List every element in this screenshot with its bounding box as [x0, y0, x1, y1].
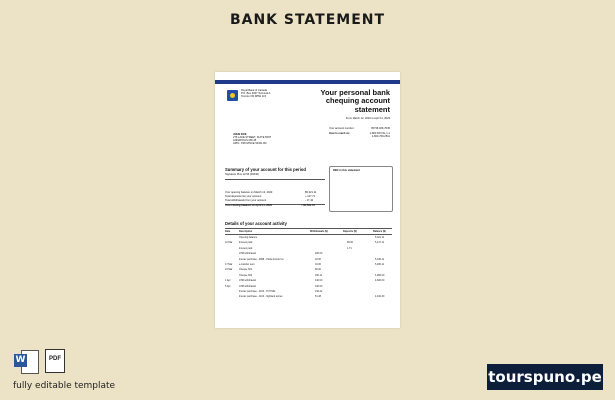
cell-desc: Cheque 302: [239, 273, 253, 277]
cell-desc: Interest paid: [239, 246, 253, 250]
cell-desc: Cheque 301: [239, 268, 253, 272]
cell-wd: 120.00: [315, 284, 323, 288]
customer-name: JOHN DOE: [233, 133, 247, 136]
col-date: Date: [225, 230, 231, 233]
bank-address-3: Toronto ON M5W 1L5: [241, 95, 267, 98]
summary-row-value: + 147.71: [305, 195, 316, 198]
contact-label: How to reach us:: [329, 132, 350, 135]
cell-desc: Opening balance: [239, 236, 258, 239]
col-balance: Balance ($): [373, 230, 386, 233]
title-line-2: chequing account: [325, 96, 390, 106]
cell-bal: 4,432.30: [375, 295, 385, 299]
cell-bal: 4,960.00: [375, 273, 385, 277]
table-row: [225, 252, 392, 256]
summary-row-value: = $5,561.70: [301, 204, 315, 207]
statement-title: [300, 89, 390, 114]
cell-desc: Interac purchase - 1104 - TNT Mkt: [239, 290, 276, 293]
bank-logo-icon: [227, 90, 238, 101]
cell-wd: 22.00: [315, 257, 321, 261]
cell-desc: Interac purchase - 3995 - Plaza Foods Inc.: [239, 257, 285, 261]
cell-desc: Interac purchase - 1104 - highland stores: [239, 295, 283, 299]
cell-wd: 16.00: [315, 263, 321, 266]
contact-line-2: 1-800-769-2511: [371, 135, 390, 138]
account-number: 05738 469-7645: [371, 127, 390, 130]
template-caption: fully editable template: [13, 381, 116, 391]
cell-dep: 96.00: [347, 241, 353, 245]
title-line-3: statement: [354, 104, 390, 114]
table-row: [225, 263, 392, 267]
table-row: [225, 258, 392, 262]
cell-wd: 160.11: [315, 273, 323, 277]
cell-wd: 216.22: [315, 290, 323, 293]
cell-date: 23 Mar: [225, 268, 233, 272]
col-withdrawals: Withdrawals ($): [310, 230, 328, 233]
contact-line-1: 1-800 ROYAL 1-1: [369, 132, 390, 135]
summary-row-label: Your opening balance on March 12, 2023: [225, 191, 273, 194]
table-row: [225, 268, 392, 272]
title-line-1: Your personal bank: [320, 88, 390, 97]
cell-bal: 4,820.00: [375, 279, 385, 283]
table-row: [225, 285, 392, 289]
customer-address-1: 276 LAKE STREET, SUITE 5678: [233, 136, 271, 139]
cell-bal: 5,321.11: [375, 236, 385, 239]
cell-date: 5 Apr: [225, 284, 231, 288]
bank-address-1: Royal Bank of Canada: [241, 89, 267, 92]
table-row: [225, 290, 392, 294]
summary-subtitle: Signature Plus 12-56 (09440): [225, 173, 259, 176]
statement-preview: [215, 72, 400, 328]
activity-header-divider: [225, 234, 392, 235]
account-number-label: Your account number:: [329, 127, 355, 130]
cell-bal: 5,196.11: [375, 257, 385, 261]
notice-title: RBC in this statement: [333, 169, 360, 172]
cell-wd: 140.00: [315, 279, 323, 283]
cell-wd: 200.00: [315, 252, 323, 256]
summary-title: Summary of your account for this period: [225, 167, 306, 172]
summary-row-label: Your closing balance on April 11, 2023: [225, 204, 272, 207]
cell-desc: ATM withdrawal: [239, 284, 256, 288]
summary-row-value: $5,321.11: [305, 191, 317, 194]
summary-divider: [225, 179, 325, 180]
cell-bal: 5,180.11: [375, 263, 385, 266]
summary-row-label: Total withdrawals from your account: [225, 199, 267, 202]
cell-desc: ATM withdrawal: [239, 279, 256, 283]
table-row: [225, 247, 392, 251]
cell-wd: 60.00: [315, 268, 321, 272]
cell-date: 1 Apr: [225, 279, 231, 283]
cell-wd: 51.48: [315, 295, 321, 299]
notice-box: [329, 166, 393, 212]
cell-date: 17 Mar: [225, 263, 233, 266]
table-row: [225, 241, 392, 245]
cell-desc: e-transfer sent: [239, 263, 255, 266]
col-description: Description: [239, 230, 253, 233]
col-deposits: Deposits ($): [343, 230, 357, 233]
page-heading: BANK STATEMENT: [229, 12, 386, 28]
summary-row-label: Total deposits into your account: [225, 195, 262, 198]
customer-address-3: APPL, PROVINCE 54321 B3: [233, 142, 267, 145]
bank-color-bar: [215, 80, 400, 84]
table-row: [225, 295, 392, 299]
activity-divider: [225, 228, 392, 229]
table-row: [225, 279, 392, 283]
summary-row-value: - 17.42: [305, 199, 314, 202]
word-file-icon: W: [14, 349, 38, 373]
cell-date: 12 Mar: [225, 241, 233, 245]
table-row: [225, 274, 392, 278]
customer-address-2: ANNAPOLIS MD 45: [233, 139, 257, 142]
cell-desc: Interest paid: [239, 241, 253, 245]
brand-badge: tourspuno.pe: [487, 364, 603, 390]
activity-title: Details of your account activity: [225, 221, 287, 226]
table-row: [225, 236, 392, 240]
bank-address-2: P.O. Box 4047 Terminal A: [241, 92, 271, 95]
cell-dep: 1.71: [347, 246, 352, 250]
cell-desc: ATM withdrawal: [239, 252, 256, 256]
statement-period: From March 12, 2023 to April 11, 2023: [345, 117, 390, 120]
pdf-file-icon: PDF: [45, 349, 65, 373]
cell-bal: 5,417.11: [375, 241, 385, 245]
